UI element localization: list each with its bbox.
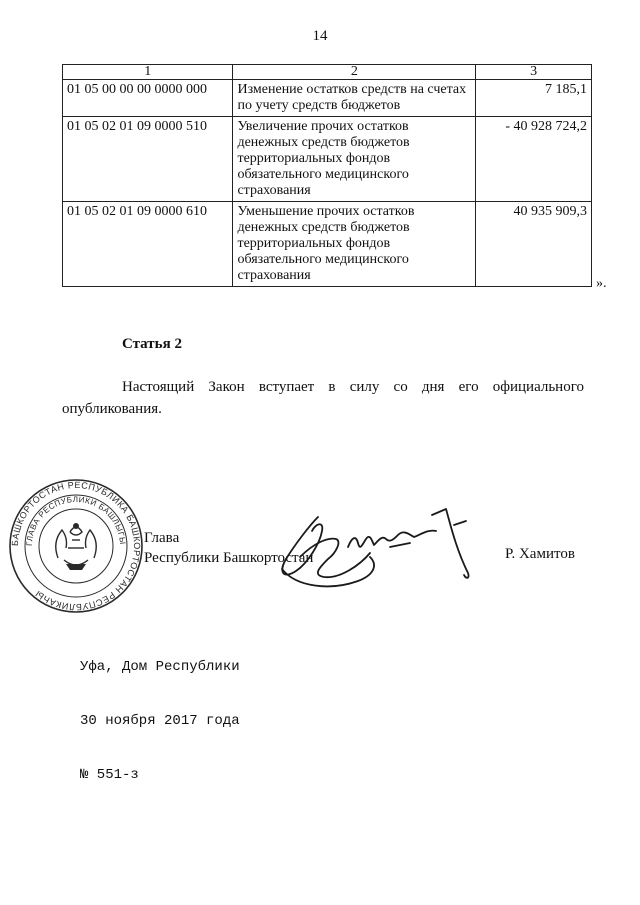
signatory-title-line1: Глава [144,530,180,546]
seal-outer-text: БАШКОРТОСТАН РЕСПУБЛИКА БАШКОРТОСТАН РЕСПУБЛИКАҺЫ [9,479,143,613]
budget-amount-cell: 40 935 909,3 [476,202,592,287]
column-header-1: 1 [63,65,233,80]
table-row [63,80,592,117]
closing-quote: ». [596,276,607,291]
budget-code-cell: 01 05 02 01 09 0000 510 [63,117,233,202]
document-footer [80,622,240,802]
signatory-title-line2: Республики Башкортостан [144,550,314,566]
place-of-signing: Уфа, Дом Республики [80,659,240,675]
seal-inner-text: ГЛАВА РЕСПУБЛИКИ БАШЛЫГЫ [24,494,128,547]
budget-sources-table [62,64,592,287]
article-text: Настоящий Закон вступает в силу со дня его официального опубликования. [62,379,584,417]
budget-amount-cell: 7 185,1 [476,80,592,117]
budget-name-cell: Изменение остатков средств на счетах по учету средств бюджетов [233,80,476,117]
signatory-name: Р. Хамитов [505,546,575,562]
budget-amount-cell: - 40 928 724,2 [476,117,592,202]
handwritten-signature-icon [270,495,485,620]
column-header-2: 2 [233,65,476,80]
budget-code-cell: 01 05 00 00 00 0000 000 [63,80,233,117]
page-number: 14 [312,28,328,44]
official-seal-icon [8,478,144,614]
budget-name-cell: Уменьшение прочих остатков денежных средств бюджетов территориальных фондов обязательного медицинского страхования [233,202,476,287]
table-row [63,202,592,287]
budget-name-cell: Увеличение прочих остатков денежных средств бюджетов территориальных фондов обязательного медицинского страхования [233,117,476,202]
budget-code-cell: 01 05 02 01 09 0000 610 [63,202,233,287]
signing-date: 30 ноября 2017 года [80,713,240,729]
column-header-3: 3 [476,65,592,80]
article-title: Статья 2 [122,336,182,352]
table-header-row [63,65,592,80]
table-row [63,117,592,202]
law-number: № 551-з [80,767,139,783]
